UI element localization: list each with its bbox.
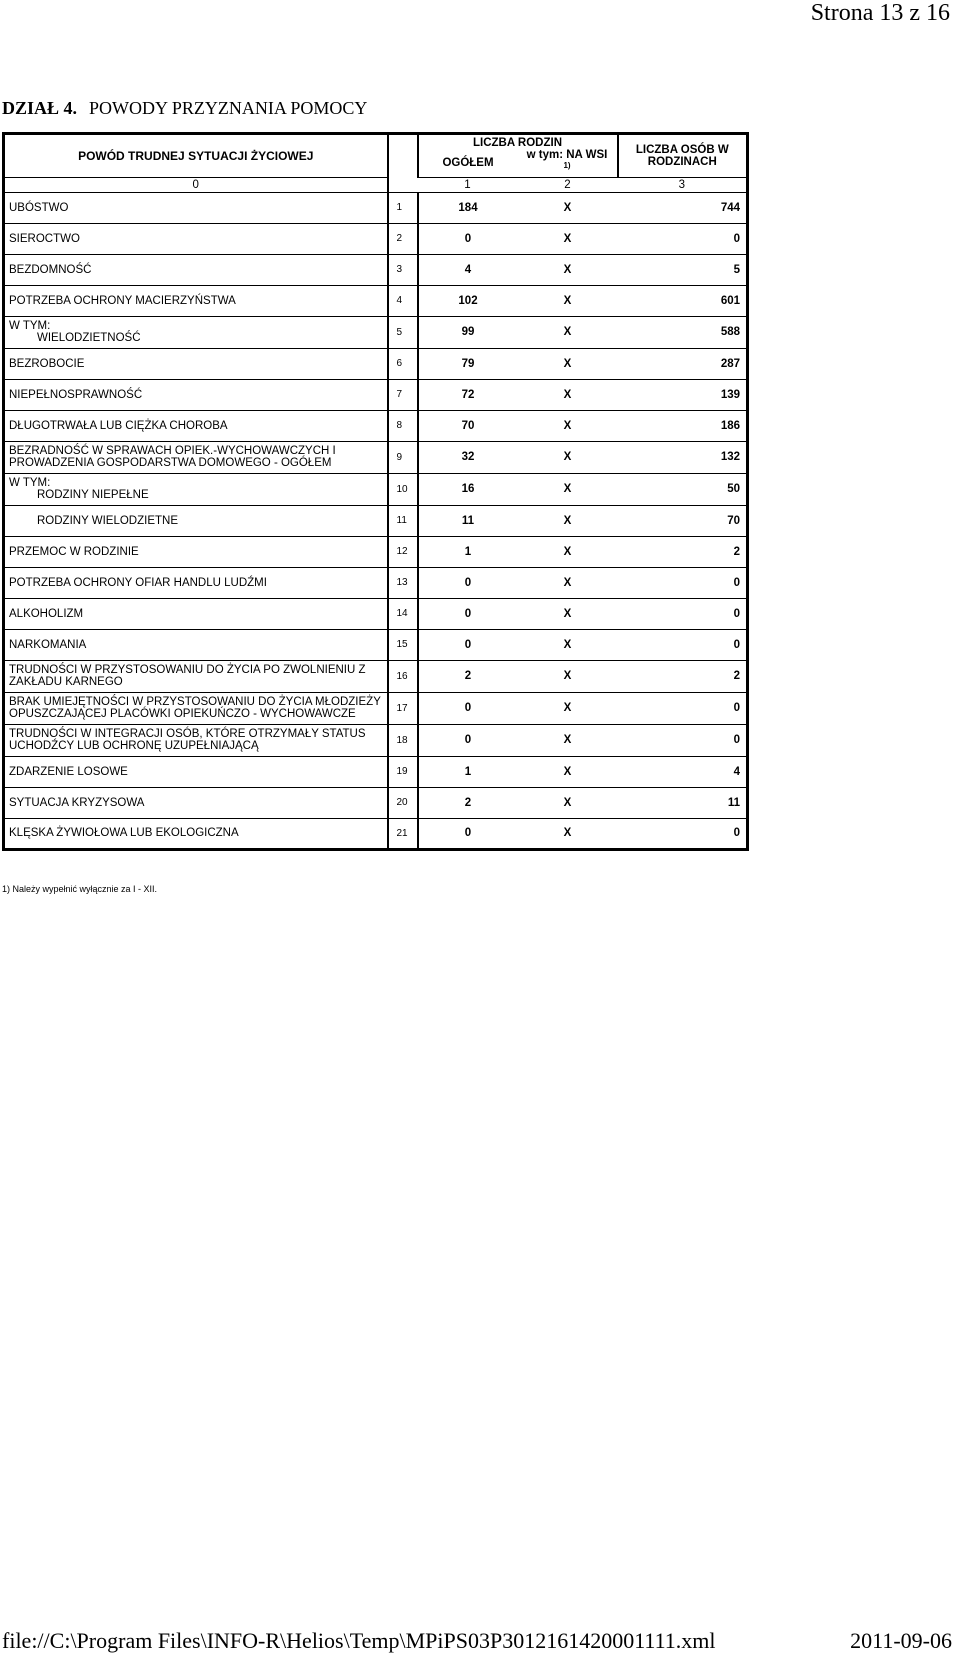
table-row (4, 567, 748, 598)
row-number: 13 (388, 567, 418, 598)
row-number: 6 (388, 348, 418, 379)
row-rural: X (518, 787, 618, 818)
row-number: 17 (388, 692, 418, 724)
row-persons: 0 (618, 724, 748, 756)
row-total: 102 (418, 285, 518, 316)
row-label (4, 818, 388, 849)
row-label-text: WIELODZIETNOŚĆ (37, 332, 141, 344)
row-persons: 601 (618, 285, 748, 316)
row-prefix: W TYM: (9, 320, 51, 332)
section-title: POWODY PRZYZNANIA POMOCY (89, 98, 368, 118)
row-number: 14 (388, 598, 418, 629)
reasons-table (2, 132, 749, 851)
row-rural: X (518, 410, 618, 441)
colnum-blank (388, 177, 418, 192)
table-row (4, 348, 748, 379)
row-label-text: DŁUGOTRWAŁA LUB CIĘŻKA CHOROBA (9, 419, 228, 432)
row-label-text: PRZEMOC W RODZINIE (9, 545, 139, 558)
row-prefix: W TYM: (9, 477, 51, 489)
row-total: 72 (418, 379, 518, 410)
row-rural: X (518, 598, 618, 629)
row-rural: X (518, 505, 618, 536)
header-total: OGÓŁEM (418, 149, 518, 177)
row-label (4, 441, 388, 473)
row-total: 0 (418, 223, 518, 254)
row-label (4, 629, 388, 660)
table-row (4, 692, 748, 724)
row-label (4, 660, 388, 692)
row-label (4, 692, 388, 724)
row-label-text: NIEPEŁNOSPRAWNOŚĆ (9, 388, 143, 401)
row-persons: 588 (618, 316, 748, 348)
row-number: 21 (388, 818, 418, 849)
row-label-text: TRUDNOŚCI W INTEGRACJI OSÓB, KTÓRE OTRZYMAŁY STATUS UCHODŹCY LUB OCHRONĘ UZUPEŁNIAJĄCĄ (9, 728, 366, 752)
row-persons: 70 (618, 505, 748, 536)
row-total: 99 (418, 316, 518, 348)
table-row (4, 254, 748, 285)
page-number: Strona 13 z 16 (810, 0, 950, 26)
row-label-text: BEZRADNOŚĆ W SPRAWACH OPIEK.-WYCHOWAWCZYCH I PROWADZENIA GOSPODARSTWA DOMOWEGO - OGÓŁEM (9, 445, 336, 469)
table-row (4, 536, 748, 567)
row-label-text: SIEROCTWO (9, 232, 80, 245)
row-rural: X (518, 192, 618, 223)
section-number: DZIAŁ 4. (2, 98, 78, 118)
row-number: 16 (388, 660, 418, 692)
row-label-text: BEZROBOCIE (9, 357, 85, 370)
row-rural: X (518, 473, 618, 505)
footer-date: 2011-09-06 (850, 1628, 952, 1653)
row-persons: 287 (618, 348, 748, 379)
colnum-2: 2 (518, 177, 618, 192)
row-label-text: BRAK UMIEJĘTNOŚCI W PRZYSTOSOWANIU DO ŻYCIA MŁODZIEŻY OPUSZCZAJĄCEJ PLACÓWKI OPIEKUŃCZO - WYCHOWAWCZE (9, 696, 381, 720)
section-heading (2, 98, 367, 119)
row-rural: X (518, 756, 618, 787)
row-total: 184 (418, 192, 518, 223)
row-label (4, 787, 388, 818)
row-label (4, 473, 388, 505)
row-total: 16 (418, 473, 518, 505)
row-label (4, 567, 388, 598)
row-persons: 2 (618, 660, 748, 692)
row-rural: X (518, 818, 618, 849)
table-row (4, 756, 748, 787)
row-persons: 0 (618, 223, 748, 254)
row-label-text: ALKOHOLIZM (9, 607, 84, 620)
row-total: 4 (418, 254, 518, 285)
table-row (4, 724, 748, 756)
row-persons: 0 (618, 692, 748, 724)
row-rural: X (518, 285, 618, 316)
row-number: 19 (388, 756, 418, 787)
row-number: 18 (388, 724, 418, 756)
row-rural: X (518, 692, 618, 724)
row-persons: 132 (618, 441, 748, 473)
row-label (4, 379, 388, 410)
row-label (4, 192, 388, 223)
row-total: 0 (418, 724, 518, 756)
table-row (4, 629, 748, 660)
table-row (4, 410, 748, 441)
row-label (4, 505, 388, 536)
row-label (4, 285, 388, 316)
table-row (4, 285, 748, 316)
header-num-blank (388, 134, 418, 178)
row-total: 1 (418, 536, 518, 567)
row-label-text: NARKOMANIA (9, 638, 87, 651)
row-label-text: UBÓSTWO (9, 201, 69, 214)
header-rural (518, 149, 618, 177)
row-label-text: ZDARZENIE LOSOWE (9, 765, 128, 778)
row-rural: X (518, 223, 618, 254)
row-number: 5 (388, 316, 418, 348)
row-persons: 0 (618, 818, 748, 849)
row-total: 32 (418, 441, 518, 473)
row-persons: 0 (618, 598, 748, 629)
row-persons: 0 (618, 629, 748, 660)
row-label (4, 348, 388, 379)
row-persons: 139 (618, 379, 748, 410)
header-rural-text: w tym: NA WSI (526, 149, 608, 162)
footnote: 1) Należy wypełnić wyłącznie za I - XII. (2, 884, 158, 894)
row-label (4, 536, 388, 567)
row-label-text: SYTUACJA KRYZYSOWA (9, 796, 145, 809)
row-number: 8 (388, 410, 418, 441)
row-rural: X (518, 379, 618, 410)
row-number: 11 (388, 505, 418, 536)
table-row (4, 660, 748, 692)
table-row (4, 598, 748, 629)
row-total: 0 (418, 629, 518, 660)
row-total: 70 (418, 410, 518, 441)
row-persons: 5 (618, 254, 748, 285)
row-label-text: TRUDNOŚCI W PRZYSTOSOWANIU DO ŻYCIA PO ZWOLNIENIU Z ZAKŁADU KARNEGO (9, 664, 366, 688)
row-number: 20 (388, 787, 418, 818)
row-rural: X (518, 254, 618, 285)
row-total: 2 (418, 660, 518, 692)
footer-file-path: file://C:\Program Files\INFO-R\Helios\Temp\MPiPS03P3012161420001111.xml (2, 1628, 716, 1653)
row-rural: X (518, 629, 618, 660)
row-number: 1 (388, 192, 418, 223)
table-row (4, 441, 748, 473)
header-rural-note: 1) (563, 161, 571, 171)
row-number: 9 (388, 441, 418, 473)
row-label-text: KLĘSKA ŻYWIOŁOWA LUB EKOLOGICZNA (9, 827, 239, 839)
row-total: 11 (418, 505, 518, 536)
row-label (4, 756, 388, 787)
row-persons: 11 (618, 787, 748, 818)
table-row (4, 505, 748, 536)
row-rural: X (518, 660, 618, 692)
row-number: 3 (388, 254, 418, 285)
row-persons: 50 (618, 473, 748, 505)
row-number: 12 (388, 536, 418, 567)
row-total: 0 (418, 692, 518, 724)
row-number: 7 (388, 379, 418, 410)
row-persons: 186 (618, 410, 748, 441)
row-rural: X (518, 348, 618, 379)
row-number: 2 (388, 223, 418, 254)
row-label (4, 724, 388, 756)
table-row (4, 223, 748, 254)
colnum-1: 1 (418, 177, 518, 192)
row-total: 1 (418, 756, 518, 787)
header-reason: POWÓD TRUDNEJ SYTUACJI ŻYCIOWEJ (4, 134, 388, 178)
row-label (4, 410, 388, 441)
row-label (4, 223, 388, 254)
table-row (4, 316, 748, 348)
row-total: 0 (418, 598, 518, 629)
row-rural: X (518, 441, 618, 473)
header-persons: LICZBA OSÓB W RODZINACH (618, 134, 748, 178)
colnum-0: 0 (4, 177, 388, 192)
row-number: 15 (388, 629, 418, 660)
row-label-text: RODZINY WIELODZIETNE (37, 514, 178, 527)
row-total: 0 (418, 567, 518, 598)
row-rural: X (518, 567, 618, 598)
row-rural: X (518, 536, 618, 567)
row-persons: 4 (618, 756, 748, 787)
row-total: 2 (418, 787, 518, 818)
row-number: 4 (388, 285, 418, 316)
header-families: LICZBA RODZIN (473, 137, 563, 149)
row-total: 0 (418, 818, 518, 849)
row-rural: X (518, 724, 618, 756)
row-label-text: BEZDOMNOŚĆ (9, 263, 92, 276)
row-label (4, 316, 388, 348)
table-row (4, 192, 748, 223)
colnum-3: 3 (618, 177, 748, 192)
row-label (4, 598, 388, 629)
table-row (4, 787, 748, 818)
table-row (4, 473, 748, 505)
row-label (4, 254, 388, 285)
row-persons: 0 (618, 567, 748, 598)
row-label-text: POTRZEBA OCHRONY MACIERZYŃSTWA (9, 294, 236, 307)
table-row (4, 379, 748, 410)
row-label-text: POTRZEBA OCHRONY OFIAR HANDLU LUDŹMI (9, 576, 267, 589)
row-persons: 744 (618, 192, 748, 223)
row-rural: X (518, 316, 618, 348)
table-row (4, 818, 748, 849)
row-persons: 2 (618, 536, 748, 567)
row-total: 79 (418, 348, 518, 379)
row-label-text: RODZINY NIEPEŁNE (37, 489, 149, 501)
row-number: 10 (388, 473, 418, 505)
